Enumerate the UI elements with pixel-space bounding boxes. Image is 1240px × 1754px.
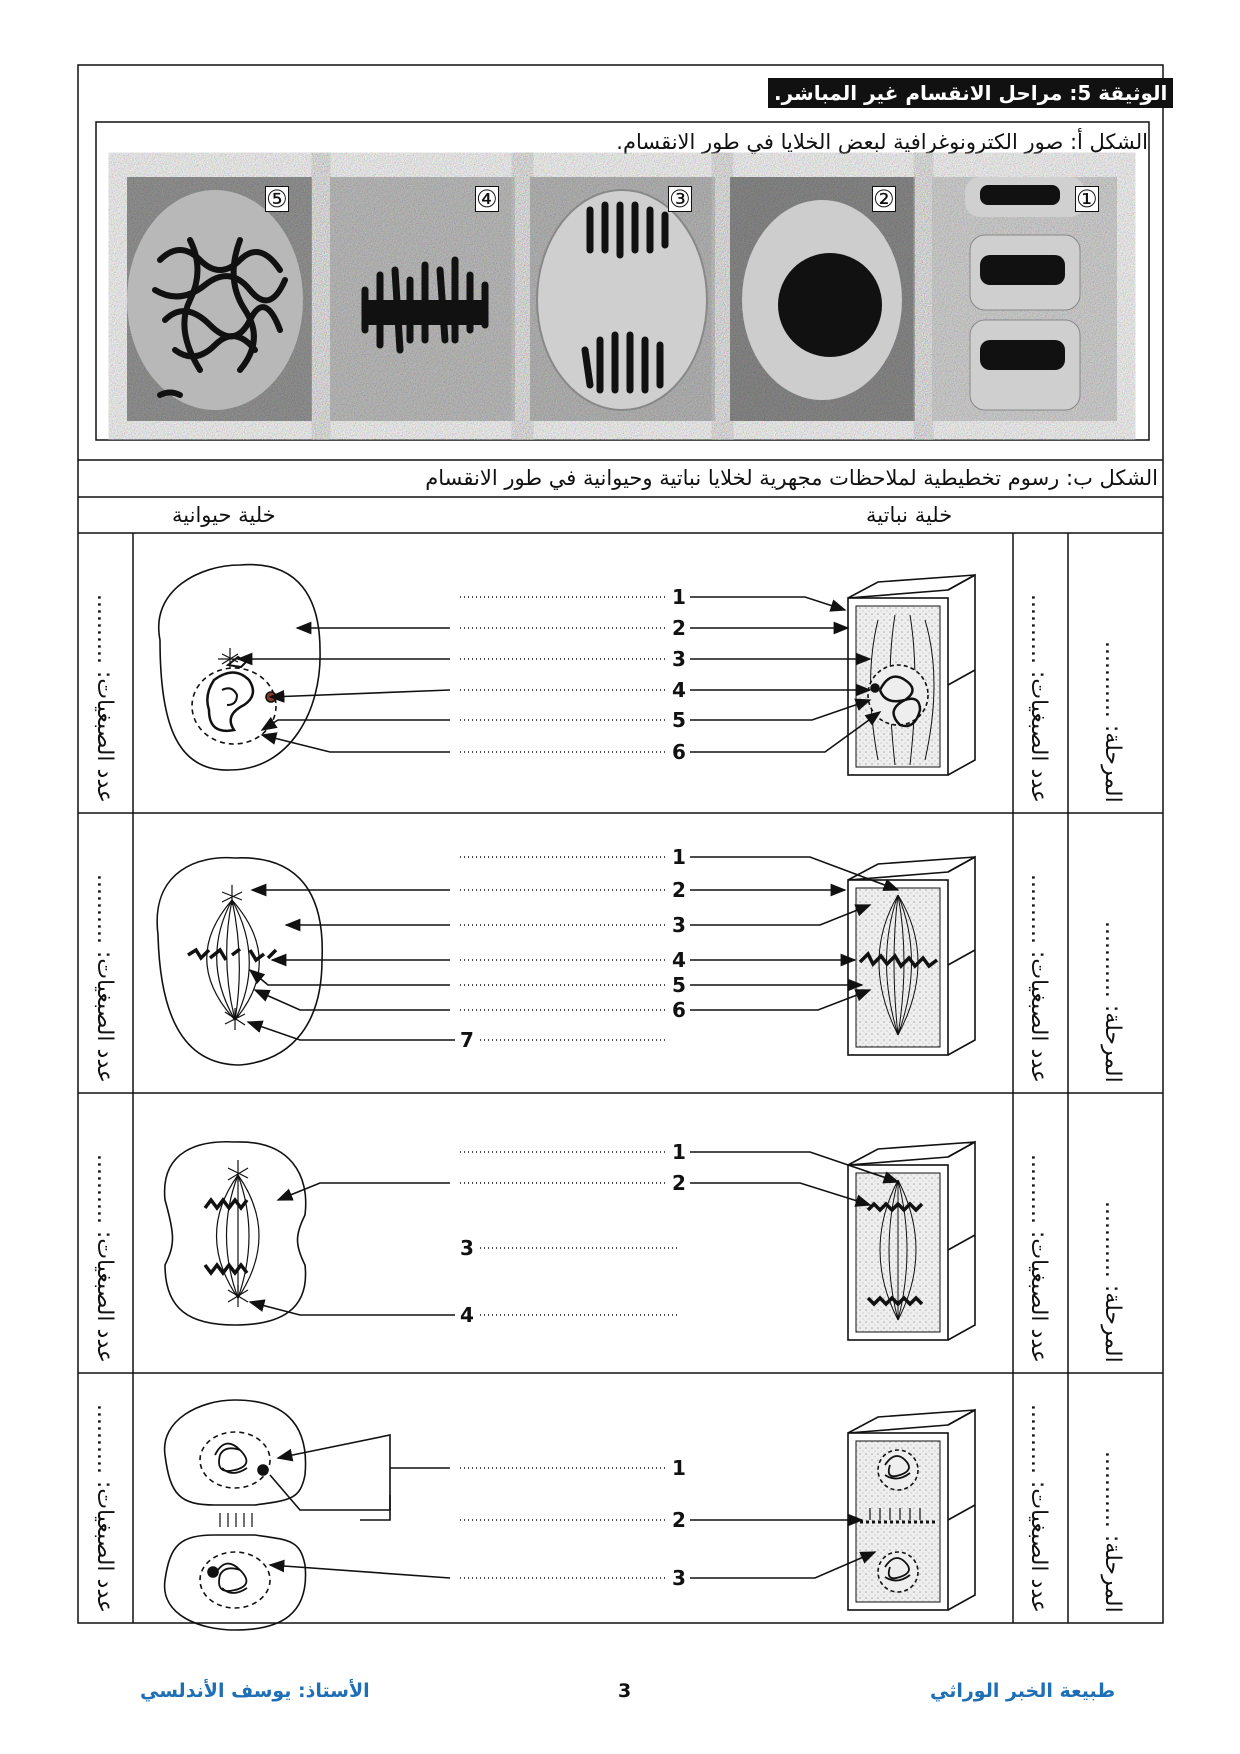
row2-label-4: 4	[672, 948, 686, 972]
row2-label-6: 6	[672, 998, 686, 1022]
photo-number-1: ①	[1076, 185, 1098, 213]
chromosome-count-left-4: عدد الصبغيات: ..........	[92, 1404, 117, 1613]
row4-pointer-lines	[270, 1435, 875, 1578]
plant-cell-metaphase	[848, 857, 975, 1055]
row2-label-7: 7	[460, 1028, 474, 1052]
row1-pointer-lines	[238, 597, 880, 752]
photo-number-3: ③	[669, 185, 691, 213]
row3-label-3: 3	[460, 1236, 474, 1260]
row2-label-5: 5	[672, 973, 686, 997]
animal-cell-telophase	[165, 1400, 306, 1630]
photo-number-4: ④	[476, 185, 498, 213]
row3-pointer-lines	[250, 1152, 898, 1315]
photo-number-2: ②	[873, 185, 895, 213]
animal-cell-prophase	[159, 565, 320, 770]
phase-label-3: المرحلة: ...........	[1100, 1201, 1125, 1363]
phase-label-4: المرحلة: ...........	[1100, 1451, 1125, 1613]
chromosome-count-left-1: عدد الصبغيات: ..........	[92, 594, 117, 803]
figure-b-caption: الشكل ب: رسوم تخطيطية لملاحظات مجهرية لخلايا نباتية وحيوانية في طور الانقسام	[425, 466, 1158, 490]
chromosome-count-right-2: عدد الصبغيات: ..........	[1026, 874, 1051, 1083]
row4-label-1: 1	[672, 1456, 686, 1480]
row1-label-4: 4	[672, 678, 686, 702]
figure-a-caption: الشكل أ: صور الكترونوغرافية لبعض الخلايا في طور الانقسام.	[616, 130, 1148, 154]
row2-label-2: 2	[672, 878, 686, 902]
row1-label-6: 6	[672, 740, 686, 764]
chromosome-count-right-1: عدد الصبغيات: ..........	[1026, 594, 1051, 803]
document-title: الوثيقة 5: مراحل الانقسام غير المباشر.	[768, 78, 1173, 108]
phase-label-1: المرحلة: ...........	[1100, 641, 1125, 803]
plant-cell-header: خلية نباتية	[866, 503, 953, 527]
row1-label-1: 1	[672, 585, 686, 609]
row4-label-3: 3	[672, 1566, 686, 1590]
chromosome-count-right-4: عدد الصبغيات: ..........	[1026, 1404, 1051, 1613]
animal-cell-metaphase	[157, 858, 322, 1065]
row2-label-3: 3	[672, 913, 686, 937]
chromosome-count-left-2: عدد الصبغيات: ..........	[92, 874, 117, 1083]
row3-label-4: 4	[460, 1303, 474, 1327]
row1-label-5: 5	[672, 708, 686, 732]
plant-cell-prophase	[848, 575, 975, 775]
animal-cell-anaphase	[165, 1142, 306, 1325]
animal-cell-header: خلية حيوانية	[172, 503, 276, 527]
plant-cell-telophase	[848, 1410, 975, 1610]
phase-label-2: المرحلة: ...........	[1100, 921, 1125, 1083]
row1-label-2: 2	[672, 616, 686, 640]
photo-number-5: ⑤	[266, 185, 288, 213]
footer-subject: طبيعة الخبر الوراثي	[930, 1680, 1116, 1702]
chromosome-count-left-3: عدد الصبغيات: ..........	[92, 1154, 117, 1363]
footer-page-number: 3	[618, 1680, 632, 1702]
chromosome-count-right-3: عدد الصبغيات: ..........	[1026, 1154, 1051, 1363]
row1-label-3: 3	[672, 647, 686, 671]
row2-pointer-lines	[248, 857, 898, 1040]
footer-author: الأستاذ: يوسف الأندلسي	[140, 1680, 370, 1702]
row2-label-1: 1	[672, 845, 686, 869]
row3-label-1: 1	[672, 1140, 686, 1164]
row4-label-2: 2	[672, 1508, 686, 1532]
row3-label-2: 2	[672, 1171, 686, 1195]
